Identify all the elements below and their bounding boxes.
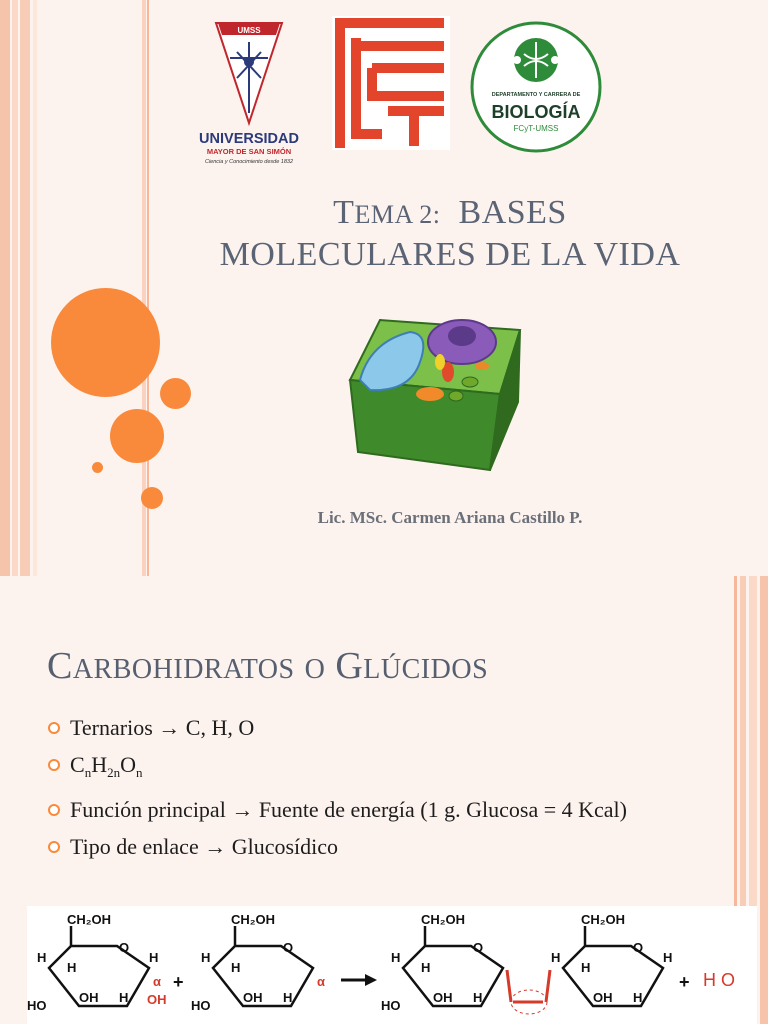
section-heading [47, 644, 488, 688]
bullet-icon [48, 722, 60, 734]
h-label: H [391, 950, 401, 965]
ho-label: HO [27, 998, 47, 1013]
formula-element: H [91, 752, 108, 777]
bullet-icon [48, 804, 60, 816]
biologia-logo [469, 20, 603, 154]
h-label: H [67, 960, 77, 975]
fcyt-logo [332, 16, 450, 150]
title-tail: BASES [458, 194, 567, 231]
bullet-icon [48, 759, 60, 771]
h-label: H [201, 950, 211, 965]
glycosidic-bond-diagram [27, 906, 757, 1024]
decor-stripe [760, 576, 768, 1024]
h-label: H [37, 950, 47, 965]
alpha-label: α [317, 974, 325, 989]
decor-stripe [33, 0, 37, 576]
list-item [46, 751, 696, 786]
biologia-name: BIOLOGÍA [491, 102, 581, 122]
h-label: H [149, 950, 159, 965]
ring-oxygen: O [119, 940, 130, 955]
arrow-icon: → [231, 797, 254, 822]
biologia-top-text: DEPARTAMENTO Y CARRERA DE [491, 92, 581, 98]
bullet-text: Tipo de enlace [70, 834, 199, 859]
ring-oxygen: O [283, 940, 294, 955]
h-label: H [581, 960, 591, 975]
plus-sign: + [679, 972, 690, 992]
bullet-text: Glucosídico [231, 834, 339, 859]
heading-rest: ARBOHIDRATOS [72, 654, 295, 685]
formula-element: O [120, 752, 136, 777]
umss-badge-text: UMSS [237, 26, 261, 35]
decor-circle-large [51, 288, 160, 397]
decor-circle [141, 487, 163, 509]
heading-cap: G [335, 645, 364, 687]
heading-rest: LÚCIDOS [363, 654, 489, 685]
list-item [46, 833, 696, 860]
decor-stripe [0, 0, 10, 576]
umss-subname: MAYOR DE SAN SIMÓN [206, 147, 292, 156]
h-label: H [663, 950, 673, 965]
bullet-list [46, 714, 696, 870]
title-rest: EMA 2: [354, 200, 441, 229]
title-line-2: MOLECULARES DE LA VIDA [219, 236, 681, 273]
bullet-text: Fuente de energía (1 g. Glucosa = 4 Kcal) [258, 797, 627, 822]
h-label: H [231, 960, 241, 975]
heading-cap: C [47, 645, 73, 687]
oh-label: OH [147, 992, 167, 1007]
oh-label: OH [243, 990, 263, 1005]
ho-label: HO [191, 998, 211, 1013]
ch2oh-label: CH₂OH [67, 912, 112, 927]
umss-logo [190, 18, 308, 168]
formula-subscript: n [135, 765, 143, 780]
title-cap: T [333, 194, 355, 231]
bullet-text: C, H, O [185, 715, 255, 740]
list-item [46, 714, 696, 741]
water-label: H O [703, 970, 736, 990]
umss-name: UNIVERSIDAD [199, 131, 299, 147]
formula-element: C [70, 752, 85, 777]
umss-tagline: Ciencia y Conocimiento desde 1832 [204, 159, 294, 165]
formula-subscript: n [84, 765, 92, 780]
plant-cell-illustration [340, 302, 530, 474]
decor-stripe [20, 0, 30, 576]
h-label: H [473, 990, 483, 1005]
bullet-text: Función principal [70, 797, 226, 822]
author-name: Lic. MSc. Carmen Ariana Castillo P. [317, 508, 583, 527]
h-label: H [119, 990, 129, 1005]
oh-label: OH [433, 990, 453, 1005]
plus-sign: + [173, 972, 184, 992]
h-label: H [283, 990, 293, 1005]
oh-label: OH [79, 990, 99, 1005]
ring-oxygen: O [633, 940, 644, 955]
formula [70, 752, 143, 780]
heading-conj: O [304, 654, 326, 685]
biologia-sub: FCyT-UMSS [513, 124, 559, 133]
ho-label: HO [381, 998, 401, 1013]
bullet-text: Ternarios [70, 715, 153, 740]
decor-circle [92, 462, 103, 473]
decor-circle [160, 378, 191, 409]
ch2oh-label: CH₂OH [581, 912, 626, 927]
oh-label: OH [593, 990, 613, 1005]
arrow-icon: → [158, 715, 181, 740]
ring-oxygen: O [473, 940, 484, 955]
h-label: H [633, 990, 643, 1005]
decor-circle [110, 409, 164, 463]
bullet-icon [48, 841, 60, 853]
ch2oh-label: CH₂OH [421, 912, 466, 927]
arrow-icon: → [204, 834, 227, 859]
h-label: H [551, 950, 561, 965]
decor-stripe [12, 0, 18, 576]
ch2oh-label: CH₂OH [231, 912, 276, 927]
formula-subscript: 2n [107, 765, 121, 780]
h-label: H [421, 960, 431, 975]
list-item [46, 796, 696, 823]
title-line-1 [150, 193, 750, 235]
slide-title [150, 193, 750, 275]
alpha-label: α [153, 974, 161, 989]
